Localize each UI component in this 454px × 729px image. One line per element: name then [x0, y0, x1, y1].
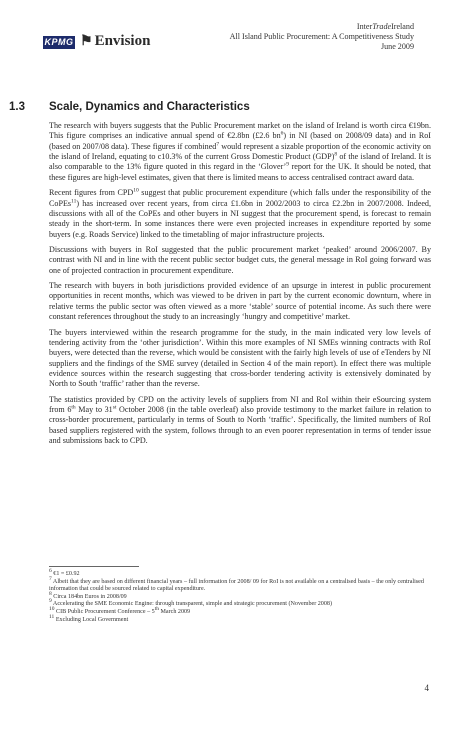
- org-name-italic: Trade: [372, 22, 392, 31]
- paragraph-1-text-a: The research with buyers suggests that the Public Procurement market on the island of Ireland is worth circa €19bn. This figure comprises an indicative annual spend of €2.8bn (£2.6 bn: [49, 121, 431, 141]
- paragraph-4: The research with buyers in both jurisdictions provided evidence of an upsurge in interest in public procurement opportunities in recent months, which was viewed to be driven in part by the current economic downturn, where in relative terms the public sector was often viewed as a more ‘stable’ source of potential income. As such there were constant references throughout the study to an increasingly ‘hungry and competitive’ market.: [49, 281, 431, 322]
- body-text: [49, 121, 431, 452]
- envision-logo-text: Envision: [94, 33, 151, 49]
- paragraph-1-text-b: ) in NI (based on 2008/09 data) and in RoI (based on 2007/08 data). These figures if combined: [49, 131, 431, 151]
- footnote-mark: 10: [49, 605, 55, 612]
- study-title: All Island Public Procurement: A Competitiveness Study: [229, 32, 414, 41]
- footnote-text-tail: March 2009: [158, 609, 191, 615]
- footnote-text: CIB Public Procurement Conference – 5: [54, 609, 155, 615]
- ordinal-suffix: st: [112, 404, 117, 411]
- footnote-item: [49, 613, 431, 624]
- footnote-item: [49, 590, 431, 601]
- paragraph-1-text-e: report for the UK. It should be noted, that these figures are high-level estimates, given that there is limited means to access centralised contract award data.: [49, 162, 432, 182]
- org-name: [230, 22, 414, 32]
- report-date: June 2009: [380, 42, 414, 51]
- footnote-ref: 6: [280, 130, 284, 137]
- footnote-text: €1 = £0.92: [51, 571, 80, 578]
- footnote-ref: 7: [216, 141, 220, 147]
- kpmg-logo: KPMG: [44, 37, 74, 47]
- footnote-mark: 9: [49, 598, 52, 605]
- paragraph-1-text-c: would represent a sizable proportion of the economic activity on the island of Ireland, equating to c10.3% of the current Gross Domestic Product (GDP): [49, 141, 431, 162]
- paragraph-2: [49, 188, 431, 240]
- envision-mark-icon: ⚑: [80, 34, 93, 49]
- footnotes: [49, 568, 431, 624]
- footnote-mark: 11: [49, 613, 55, 620]
- footnote-item: [49, 605, 431, 616]
- paragraph-6-text-c: October 2008 (in the table overleaf) also provide testimony to the market failure in relation to cross-border procurement, particularly in terms of South to North ‘traffic’. Specifically, the limited numbers of RoI based suppliers registered with the system, follows through to an even poorer representation in terms of tender issue and submissions back to CPD.: [49, 405, 431, 446]
- section-number: 1.3: [9, 101, 25, 113]
- section-heading: [9, 101, 429, 113]
- paragraph-1: [49, 121, 431, 183]
- footnote-divider: [49, 566, 139, 567]
- paragraph-6-text-a: The statistics provided by CPD on the activity levels of suppliers from NI and RoI within their eSourcing system from 6: [49, 394, 431, 415]
- page-header: [0, 22, 454, 58]
- footnote-text: Excluding Local Government: [54, 616, 129, 623]
- paragraph-5: The buyers interviewed within the research programme for the study, in the main indicated very low levels of tendering activity from the ‘other jurisdiction’. Within this more examples of NI SMEs winning contracts with RoI buyers, were detected than the reverse, which would be consistent with the fairly high levels of use of eTenders by NI suppliers and the findings of the SME survey (detailed in Section 4 of the main report). In effect there was multiple evidence sources within the research suggesting that cross-border tendering activity is extensively dominated by North to South ‘traffic’ rather than the reverse.: [49, 327, 431, 389]
- footnote-ref: 11: [71, 197, 77, 204]
- org-name-prefix: Inter: [356, 22, 373, 31]
- footnote-ref: 9: [286, 161, 290, 168]
- footnote-mark: 6: [49, 568, 52, 574]
- paragraph-3: Discussions with buyers in RoI suggested that the public procurement market ‘peaked’ around 2006/2007. By contrast with NI and in line with the recent public sector budget cuts, the general message in RoI going forward was one of projected contraction in procurement expenditure.: [49, 244, 431, 275]
- footnote-text: Albeit that they are based on different financial years – full information for 2008/ 09 for RoI is not available on a centralised basis – the only centralised information that could be sourced related to capital expenditure.: [49, 578, 424, 592]
- footnote-text: Circa 184bn Euros in 2008/09: [51, 593, 127, 600]
- paragraph-2-text-b: suggest that public procurement expenditure (which falls under the responsibility of the CoPEs: [49, 188, 431, 208]
- footnote-mark: 8: [49, 590, 52, 597]
- footnote-item: [49, 575, 431, 593]
- paragraph-2-text-a: Recent figures from CPD: [49, 188, 134, 198]
- section-title: Scale, Dynamics and Characteristics: [49, 101, 250, 113]
- page-number: 4: [424, 683, 429, 693]
- footnote-mark: 7: [49, 575, 52, 582]
- footnote-item: [49, 568, 431, 578]
- paragraph-6-text-b: May to 31: [75, 405, 113, 415]
- paragraph-1-text-d: of the island of Ireland. It is also comparable to the 13% figure quoted in this regard in the ‘Glover’: [49, 152, 431, 172]
- footnote-text: Accelerating the SME Economic Engine: through transparent, simple and strategic procurement (November 2008): [51, 601, 332, 608]
- footnote-ref: 8: [334, 151, 338, 158]
- ordinal-suffix: th: [71, 404, 76, 411]
- org-name-suffix: Ireland: [391, 22, 414, 31]
- envision-logo: [80, 31, 150, 51]
- header-info: [230, 22, 414, 52]
- footnote-item: [49, 598, 431, 608]
- footnote-ref: 10: [133, 187, 139, 194]
- paragraph-6: [49, 395, 431, 447]
- ordinal-suffix: th: [154, 605, 159, 612]
- paragraph-2-text-c: ) has increased over recent years, from circa £1.6bn in 2002/2003 to circa £2.2bn in 2007/2008. Indeed, discussions with all of the CoPEs and other buyers in NI suggest that the procurement spend, is forecast to remain steady in the short-term. In some instances there were even projected increases in expenditure reported by some buyers (e.g. Roads Service) linked to the timetabling of major infrastructure projects.: [49, 198, 431, 239]
